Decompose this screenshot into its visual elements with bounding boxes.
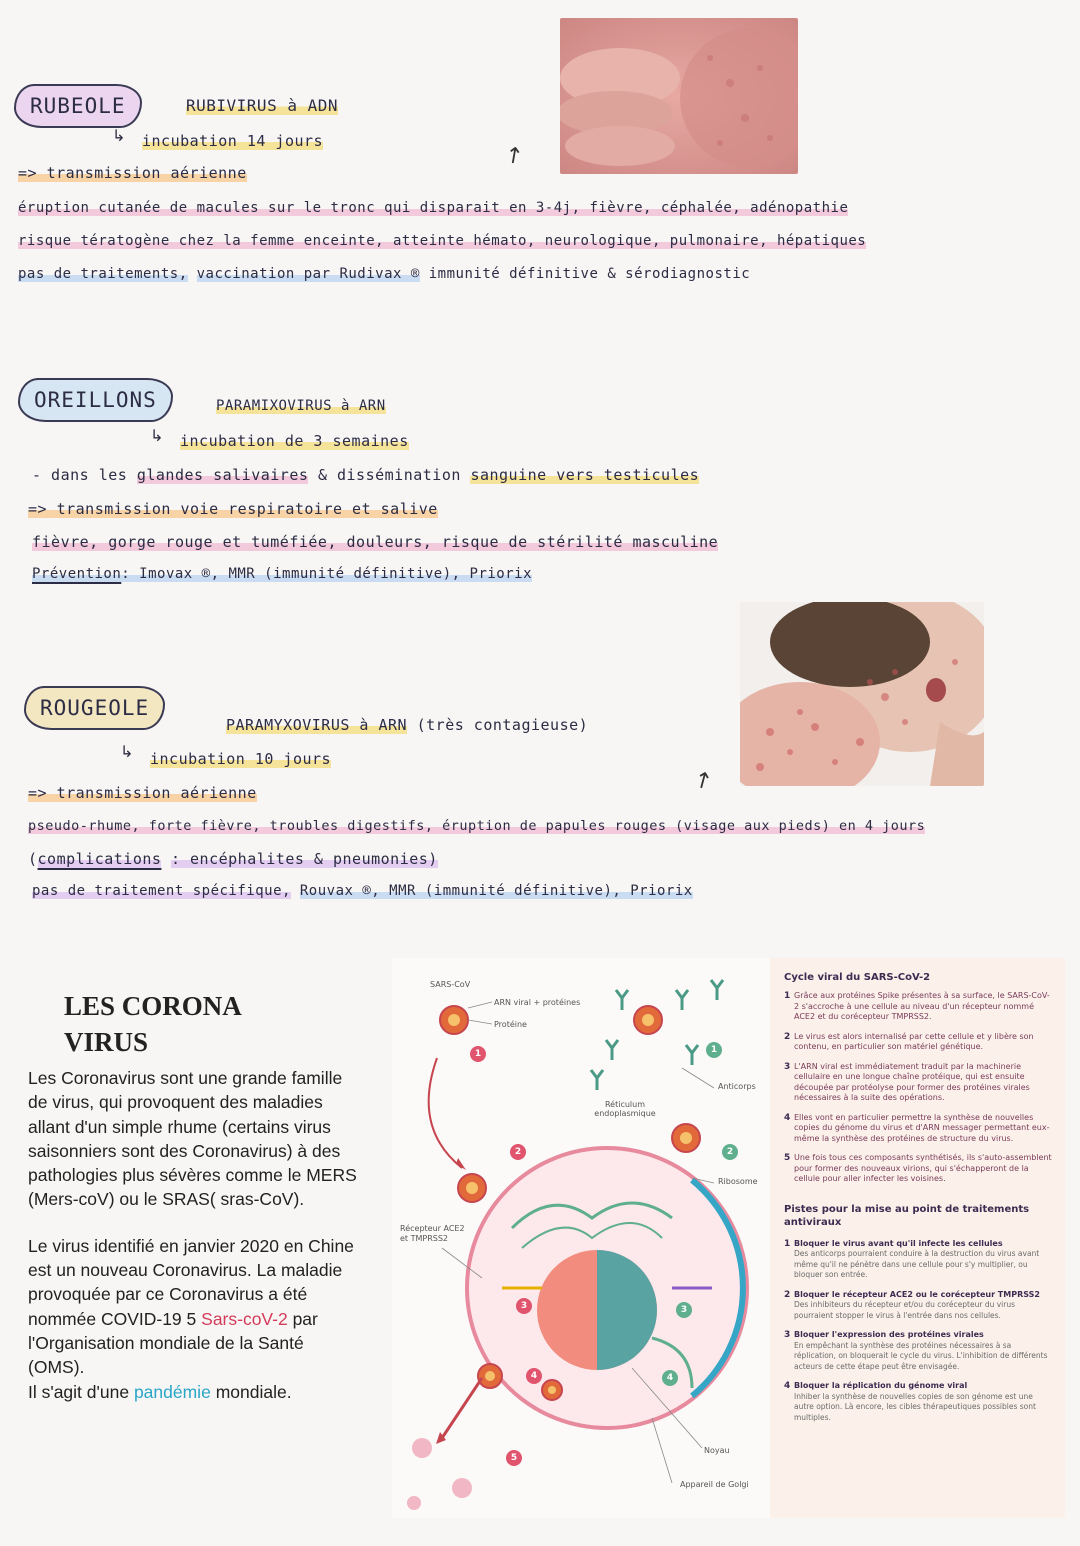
rubeole-virus: RUBIVIRUS à ADN bbox=[186, 96, 338, 115]
oreillons-prevention: Prévention: Imovax ®, MMR (immunité définitive), Priorix bbox=[32, 566, 533, 582]
rougeole-title: ROUGEOLE bbox=[24, 686, 165, 730]
diagram-label-anticorps: Anticorps bbox=[718, 1082, 756, 1091]
rubeole-line2: risque tératogène chez la femme enceinte, atteinte hémato, neurologique, pulmonaire, hépatiques bbox=[18, 233, 867, 249]
rougeole-line2: (complications : encéphalites & pneumonies) bbox=[28, 850, 438, 868]
oreillons-virus: PARAMIXOVIRUS à ARN bbox=[216, 398, 386, 414]
cycle-step: 4 Elles vont en particulier permettre la synthèse de nouvelles copies du génome du virus et d'ARN messager permettant eux-même la synthèse des protéines de structure du virus. bbox=[784, 1112, 1050, 1143]
cycle-step: 3 L'ARN viral est immédiatement traduit par la machinerie cellulaire en une longue chaîne protéique, qui est ensuite découpée par protéolyse pour former des protéines virales nécessaires à la suite des opérations. bbox=[784, 1061, 1030, 1102]
diagram-label-ribosome: Ribosome bbox=[718, 1177, 758, 1186]
oreillons-transmission: => transmission voie respiratoire et salive bbox=[28, 500, 438, 518]
sub-arrow-icon: ↳ bbox=[120, 742, 134, 761]
viral-cycle-diagram bbox=[392, 958, 770, 1518]
step-badge: 2 bbox=[722, 1144, 738, 1160]
cycle-step: 2 Le virus est alors internalisé par cette cellule et y libère son contenu, en particulier son matériel génétique. bbox=[784, 1031, 1034, 1051]
arrow-icon: ↗ bbox=[688, 765, 718, 796]
corona-text bbox=[28, 1066, 358, 1426]
diagram-label-sars: SARS-CoV bbox=[430, 980, 471, 989]
diagram-label-recepteur: Récepteur ACE2 et TMPRSS2 bbox=[400, 1224, 465, 1243]
cycle-step: 1 Grâce aux protéines Spike présentes à sa surface, le SARS-CoV-2 s'accroche à une cellule au niveau d'un récepteur nommé ACE2 et du corécepteur TMPRSS2. bbox=[784, 991, 1050, 1021]
step-badge: 1 bbox=[706, 1042, 722, 1058]
rubeole-photo bbox=[560, 18, 798, 174]
track-item: 3 Bloquer l'expression des protéines virales En empêchant la synthèse des protéines nécessaires à sa réplication, on bloquerait le cycle du virus. L'inhibition de différents acteurs de cette étape peut être envisagée. bbox=[784, 1330, 1048, 1371]
step-badge: 2 bbox=[510, 1144, 526, 1160]
track-item: 2 Bloquer le récepteur ACE2 ou le corécepteur TMPRSS2 Des inhibiteurs du récepteur et/ou du corécepteur du virus pourraient stopper le virus à l'entrée dans nos cellules. bbox=[784, 1289, 1040, 1320]
step-badge: 3 bbox=[676, 1302, 692, 1318]
rubeole-transmission: => transmission aérienne bbox=[18, 164, 247, 182]
track-item: 4 Bloquer la réplication du génome viral Inhiber la synthèse de nouvelles copies de son génome est une autre option. Là encore, les cibles thérapeutiques possibles sont multiples. bbox=[784, 1381, 1036, 1422]
rougeole-virus: PARAMYXOVIRUS à ARN (très contagieuse) bbox=[226, 716, 589, 734]
track-item: 1 Bloquer le virus avant qu'il infecte les cellules Des anticorps pourraient conduire à la destruction du virus avant même qu'il ne pénètre dans une cellule pour s'y multiplier, ou bloquer son entrée. bbox=[784, 1238, 1040, 1279]
diagram-label-proteine: Protéine bbox=[494, 1020, 527, 1029]
rubeole-line1: éruption cutanée de macules sur le tronc qui disparait en 3-4j, fièvre, céphalée, adénopathie bbox=[18, 200, 849, 216]
cycle-title: Cycle viral du SARS-CoV-2 bbox=[784, 972, 931, 983]
diagram-label-golgi: Appareil de Golgi bbox=[680, 1480, 749, 1489]
step-badge: 3 bbox=[516, 1298, 532, 1314]
diagram-label-arn: ARN viral + protéines bbox=[494, 998, 581, 1007]
step-badge: 4 bbox=[662, 1370, 678, 1386]
step-badge: 5 bbox=[506, 1450, 522, 1466]
oreillons-title: OREILLONS bbox=[18, 378, 173, 422]
step-badge: 1 bbox=[470, 1046, 486, 1062]
diagram-label-noyau: Noyau bbox=[704, 1446, 730, 1455]
corona-paragraph-2: Le virus identifié en janvier 2020 en Chine est un nouveau Coronavirus. La maladie provoquée par ce Coronavirus a été nommée COVID-19 5 Sars-coV-2 par l'Organisation mondiale de la Santé (OMS). bbox=[28, 1235, 354, 1378]
rougeole-incubation: incubation 10 jours bbox=[150, 750, 332, 768]
sub-arrow-icon: ↳ bbox=[150, 426, 164, 445]
rubeole-title: RUBEOLE bbox=[14, 84, 142, 128]
corona-paragraph-1: Les Coronavirus sont une grande famille de virus, qui provoquent des maladies allant d'un simple rhume (certains virus saisonniers sont des Coronavirus) à des pathologies plus sévères comme le MERS (Mers-coV) ou le SRAS( sras-CoV). bbox=[28, 1068, 357, 1210]
corona-title: LES CORONA VIRUS bbox=[64, 991, 241, 1057]
cycle-info-panel bbox=[770, 958, 1065, 1518]
oreillons-line1: - dans les glandes salivaires & dissémination sanguine vers testicules bbox=[32, 466, 700, 484]
cycle-step: 5 Une fois tous ces composants synthétisés, ils s'auto-assemblent pour former des nouveaux virions, qui s'échapperont de la cellule pour aller infecter les voisines. bbox=[784, 1153, 1052, 1183]
rougeole-line3: pas de traitement spécifique, Rouvax ®, MMR (immunité définitive), Priorix bbox=[32, 883, 693, 899]
rubeole-incubation: incubation 14 jours bbox=[142, 132, 324, 150]
rougeole-line1: pseudo-rhume, forte fièvre, troubles digestifs, éruption de papules rouges (visage aux pieds) en 4 jours bbox=[28, 818, 926, 834]
tracks-title: Pistes pour la mise au point de traitements antiviraux bbox=[784, 1203, 1030, 1228]
oreillons-incubation: incubation de 3 semaines bbox=[180, 432, 409, 450]
arrow-icon: ↗ bbox=[499, 139, 529, 172]
rubeole-line3: pas de traitements, vaccination par Rudivax ® immunité définitive & sérodiagnostic bbox=[18, 266, 751, 282]
corona-paragraph-3: Il s'agit d'une pandémie mondiale. bbox=[28, 1381, 292, 1402]
diagram-label-reticulum: Réticulum endoplasmique bbox=[594, 1100, 656, 1118]
oreillons-line2: fièvre, gorge rouge et tuméfiée, douleurs, risque de stérilité masculine bbox=[32, 533, 719, 551]
step-badge: 4 bbox=[526, 1368, 542, 1384]
rougeole-transmission: => transmission aérienne bbox=[28, 784, 257, 802]
sub-arrow-icon: ↳ bbox=[112, 126, 126, 145]
rougeole-photo bbox=[740, 602, 984, 786]
